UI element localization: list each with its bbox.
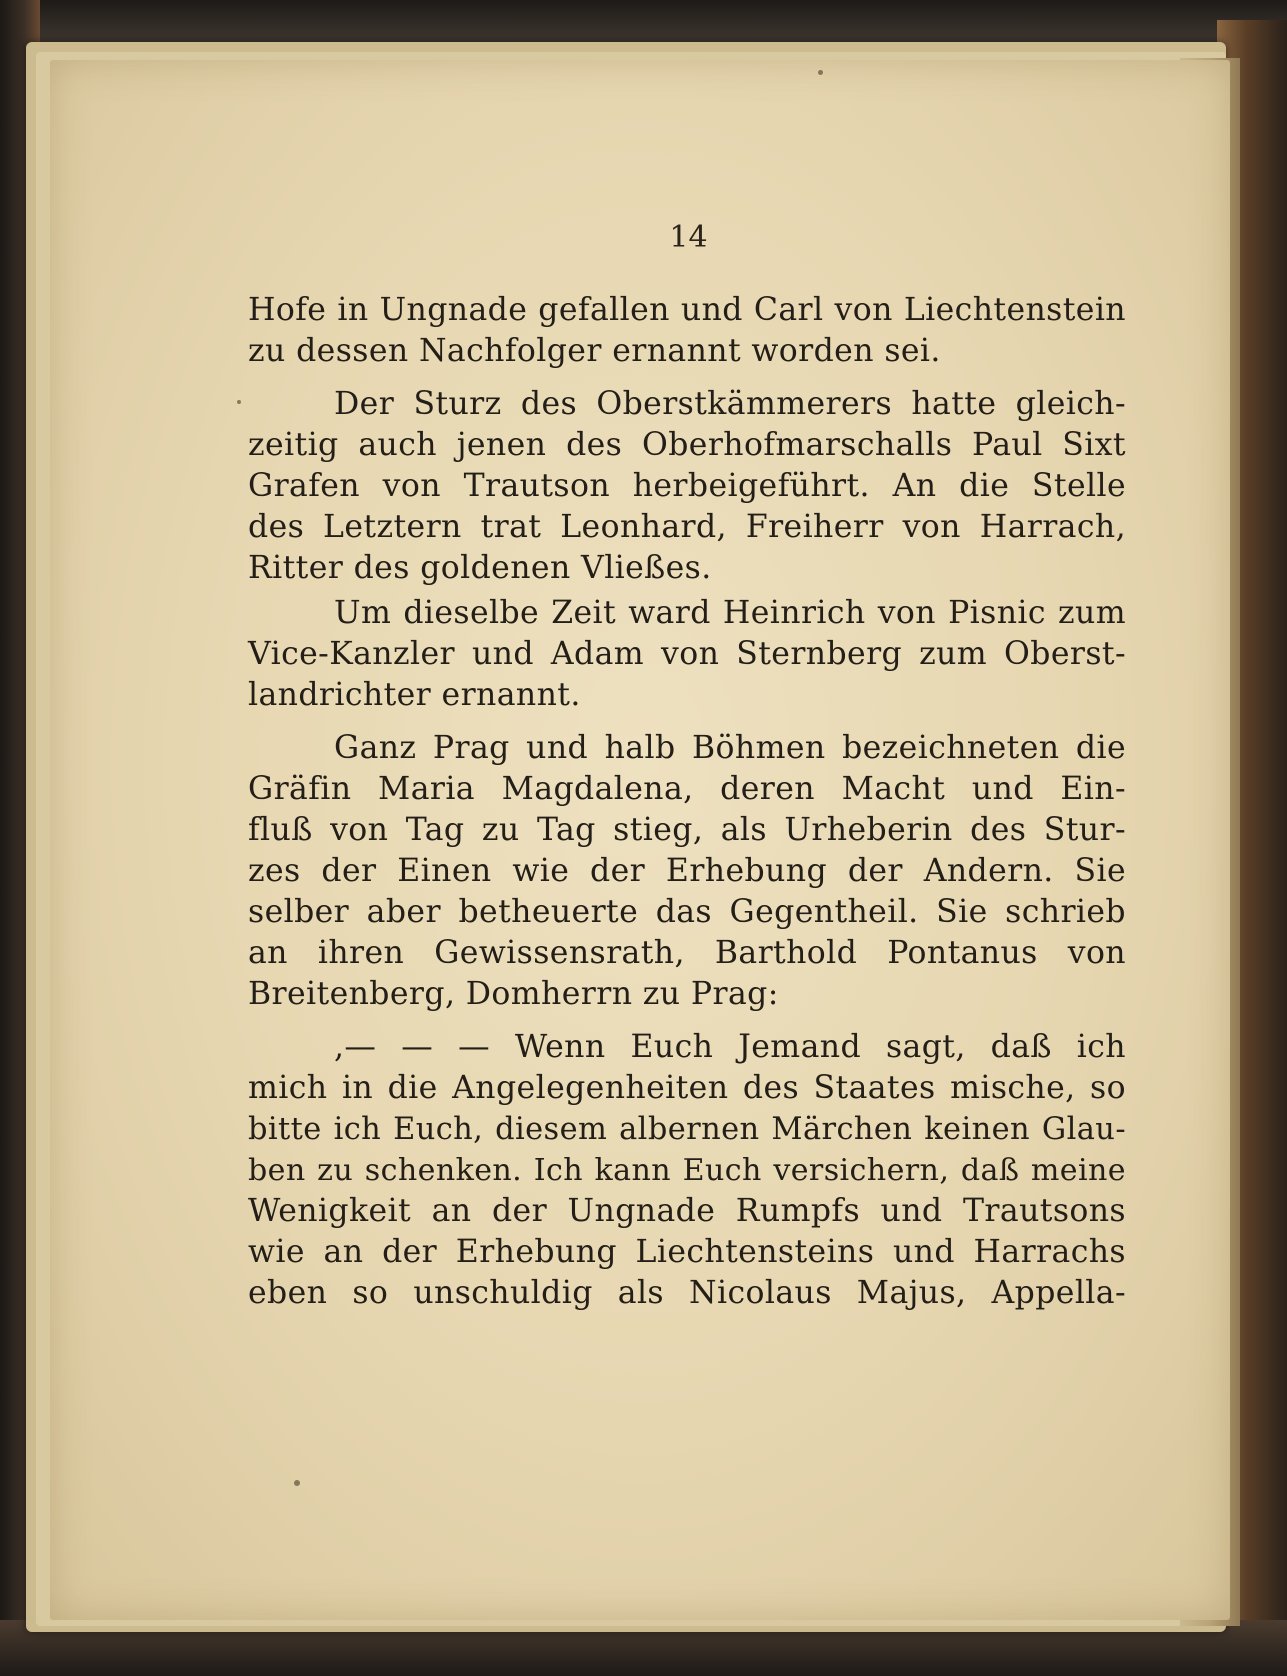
text-line: Ritter des goldenen Vließes. (248, 550, 712, 586)
paper-spot (294, 1480, 300, 1486)
text-line: zeitig auch jenen des Oberhofmarschalls Paul Sixt (248, 427, 1126, 463)
text-line: selber aber betheuerte das Gegentheil. Sie schrieb (248, 894, 1126, 930)
text-line: Gräfin Maria Magdalena, deren Macht und Ein- (248, 771, 1126, 807)
text-line: des Letztern trat Leonhard, Freiherr von Harrach, (248, 509, 1126, 545)
text-line: zu dessen Nachfolger ernannt worden sei. (248, 333, 941, 369)
text-line: landrichter ernannt. (248, 677, 581, 713)
paper-spot (237, 400, 241, 404)
text-line: ,— — — Wenn Euch Jemand sagt, daß ich (334, 1029, 1126, 1065)
text-line: Vice-Kanzler und Adam von Sternberg zum Oberst- (248, 636, 1126, 672)
body-text (248, 290, 1126, 1326)
text-line: eben so unschuldig als Nicolaus Majus, Appella- (248, 1275, 1126, 1311)
text-line: ben zu schenken. Ich kann Euch versichern, daß meine (248, 1153, 1126, 1188)
text-line: Wenigkeit an der Ungnade Rumpfs und Trautsons (248, 1193, 1126, 1229)
text-line: zes der Einen wie der Erhebung der Andern. Sie (248, 853, 1126, 889)
text-line: fluß von Tag zu Tag stieg, als Urheberin des Stur- (248, 812, 1126, 848)
text-line: Um dieselbe Zeit ward Heinrich von Pisnic zum (334, 595, 1126, 631)
page-number: 14 (669, 220, 708, 255)
text-line: Hofe in Ungnade gefallen und Carl von Liechtenstein (248, 292, 1126, 328)
paragraph (248, 728, 1126, 1015)
text-line: an ihren Gewissensrath, Barthold Pontanus von (248, 935, 1126, 971)
paper-spot (818, 70, 823, 75)
text-line: Grafen von Trautson herbeigeführt. An die Stelle (248, 468, 1126, 504)
paragraph (248, 1027, 1126, 1314)
text-line: Breitenberg, Domherrn zu Prag: (248, 976, 779, 1012)
text-line: Ganz Prag und halb Böhmen bezeichneten die (334, 730, 1126, 766)
paragraph (248, 384, 1126, 589)
text-line: bitte ich Euch, diesem albernen Märchen keinen Glau- (248, 1112, 1126, 1147)
paragraph (248, 290, 1126, 372)
text-line: mich in die Angelegenheiten des Staates mische, so (248, 1070, 1126, 1106)
text-line: wie an der Erhebung Liechtensteins und Harrachs (248, 1234, 1126, 1270)
paragraph (248, 593, 1126, 716)
text-line: Der Sturz des Oberstkämmerers hatte gleich- (334, 386, 1126, 422)
